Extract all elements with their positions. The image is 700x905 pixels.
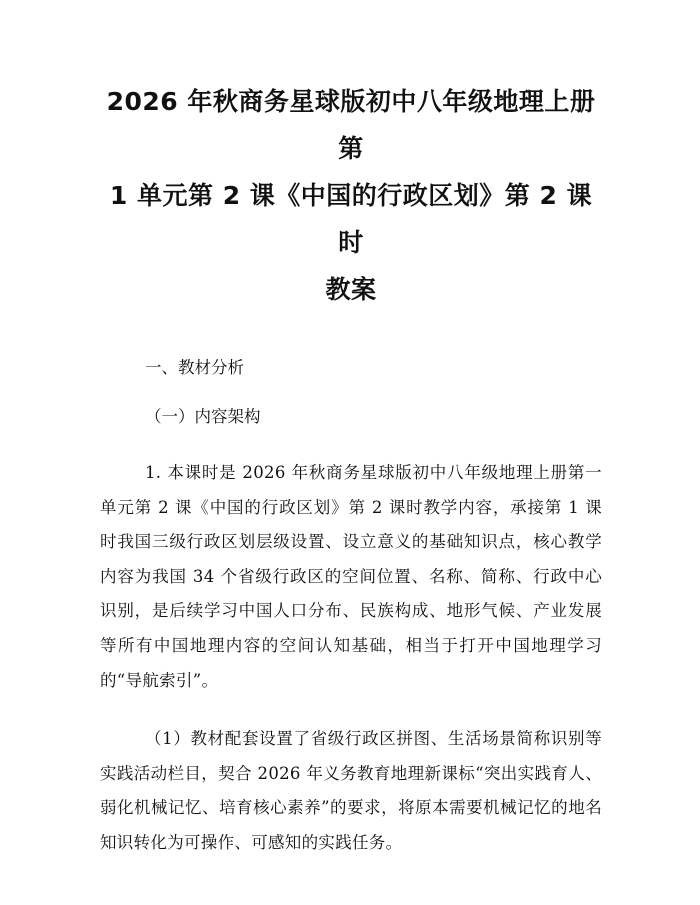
title-line-1: 2026 年秋商务星球版初中八年级地理上册第 [106, 87, 596, 163]
document-title [100, 78, 602, 313]
subsection-heading: （一）内容架构 [145, 407, 261, 426]
paragraph-1: 1. 本课时是 2026 年秋商务星球版初中八年级地理上册第一单元第 2 课《中国的行政区划》第 2 课时教学内容，承接第 1 课时我国三级行政区划层级设置、设立意义的基础知识点，核心教学内容为我国 34 个省级行政区的空间位置、名称、简称、行政中心识别，是后续学习中国人口分布、民族构成、地形气候、产业发展等所有中国地理内容的空间认知基础，相当于打开中国地理学习的“导航索引”。 [100, 463, 602, 690]
title-line-3: 教案 [325, 275, 377, 304]
section-heading: 一、教材分析 [145, 358, 244, 377]
paragraph-2: （1）教材配套设置了省级行政区拼图、生活场景简称识别等实践活动栏目，契合 2026 年义务教育地理新课标“突出实践育人、弱化机械记忆、培育核心素养”的要求，将原本需要机械记忆的地名知识转化为可操作、可感知的实践任务。 [100, 729, 602, 852]
title-line-2: 1 单元第 2 课《中国的行政区划》第 2 课时 [109, 181, 593, 257]
